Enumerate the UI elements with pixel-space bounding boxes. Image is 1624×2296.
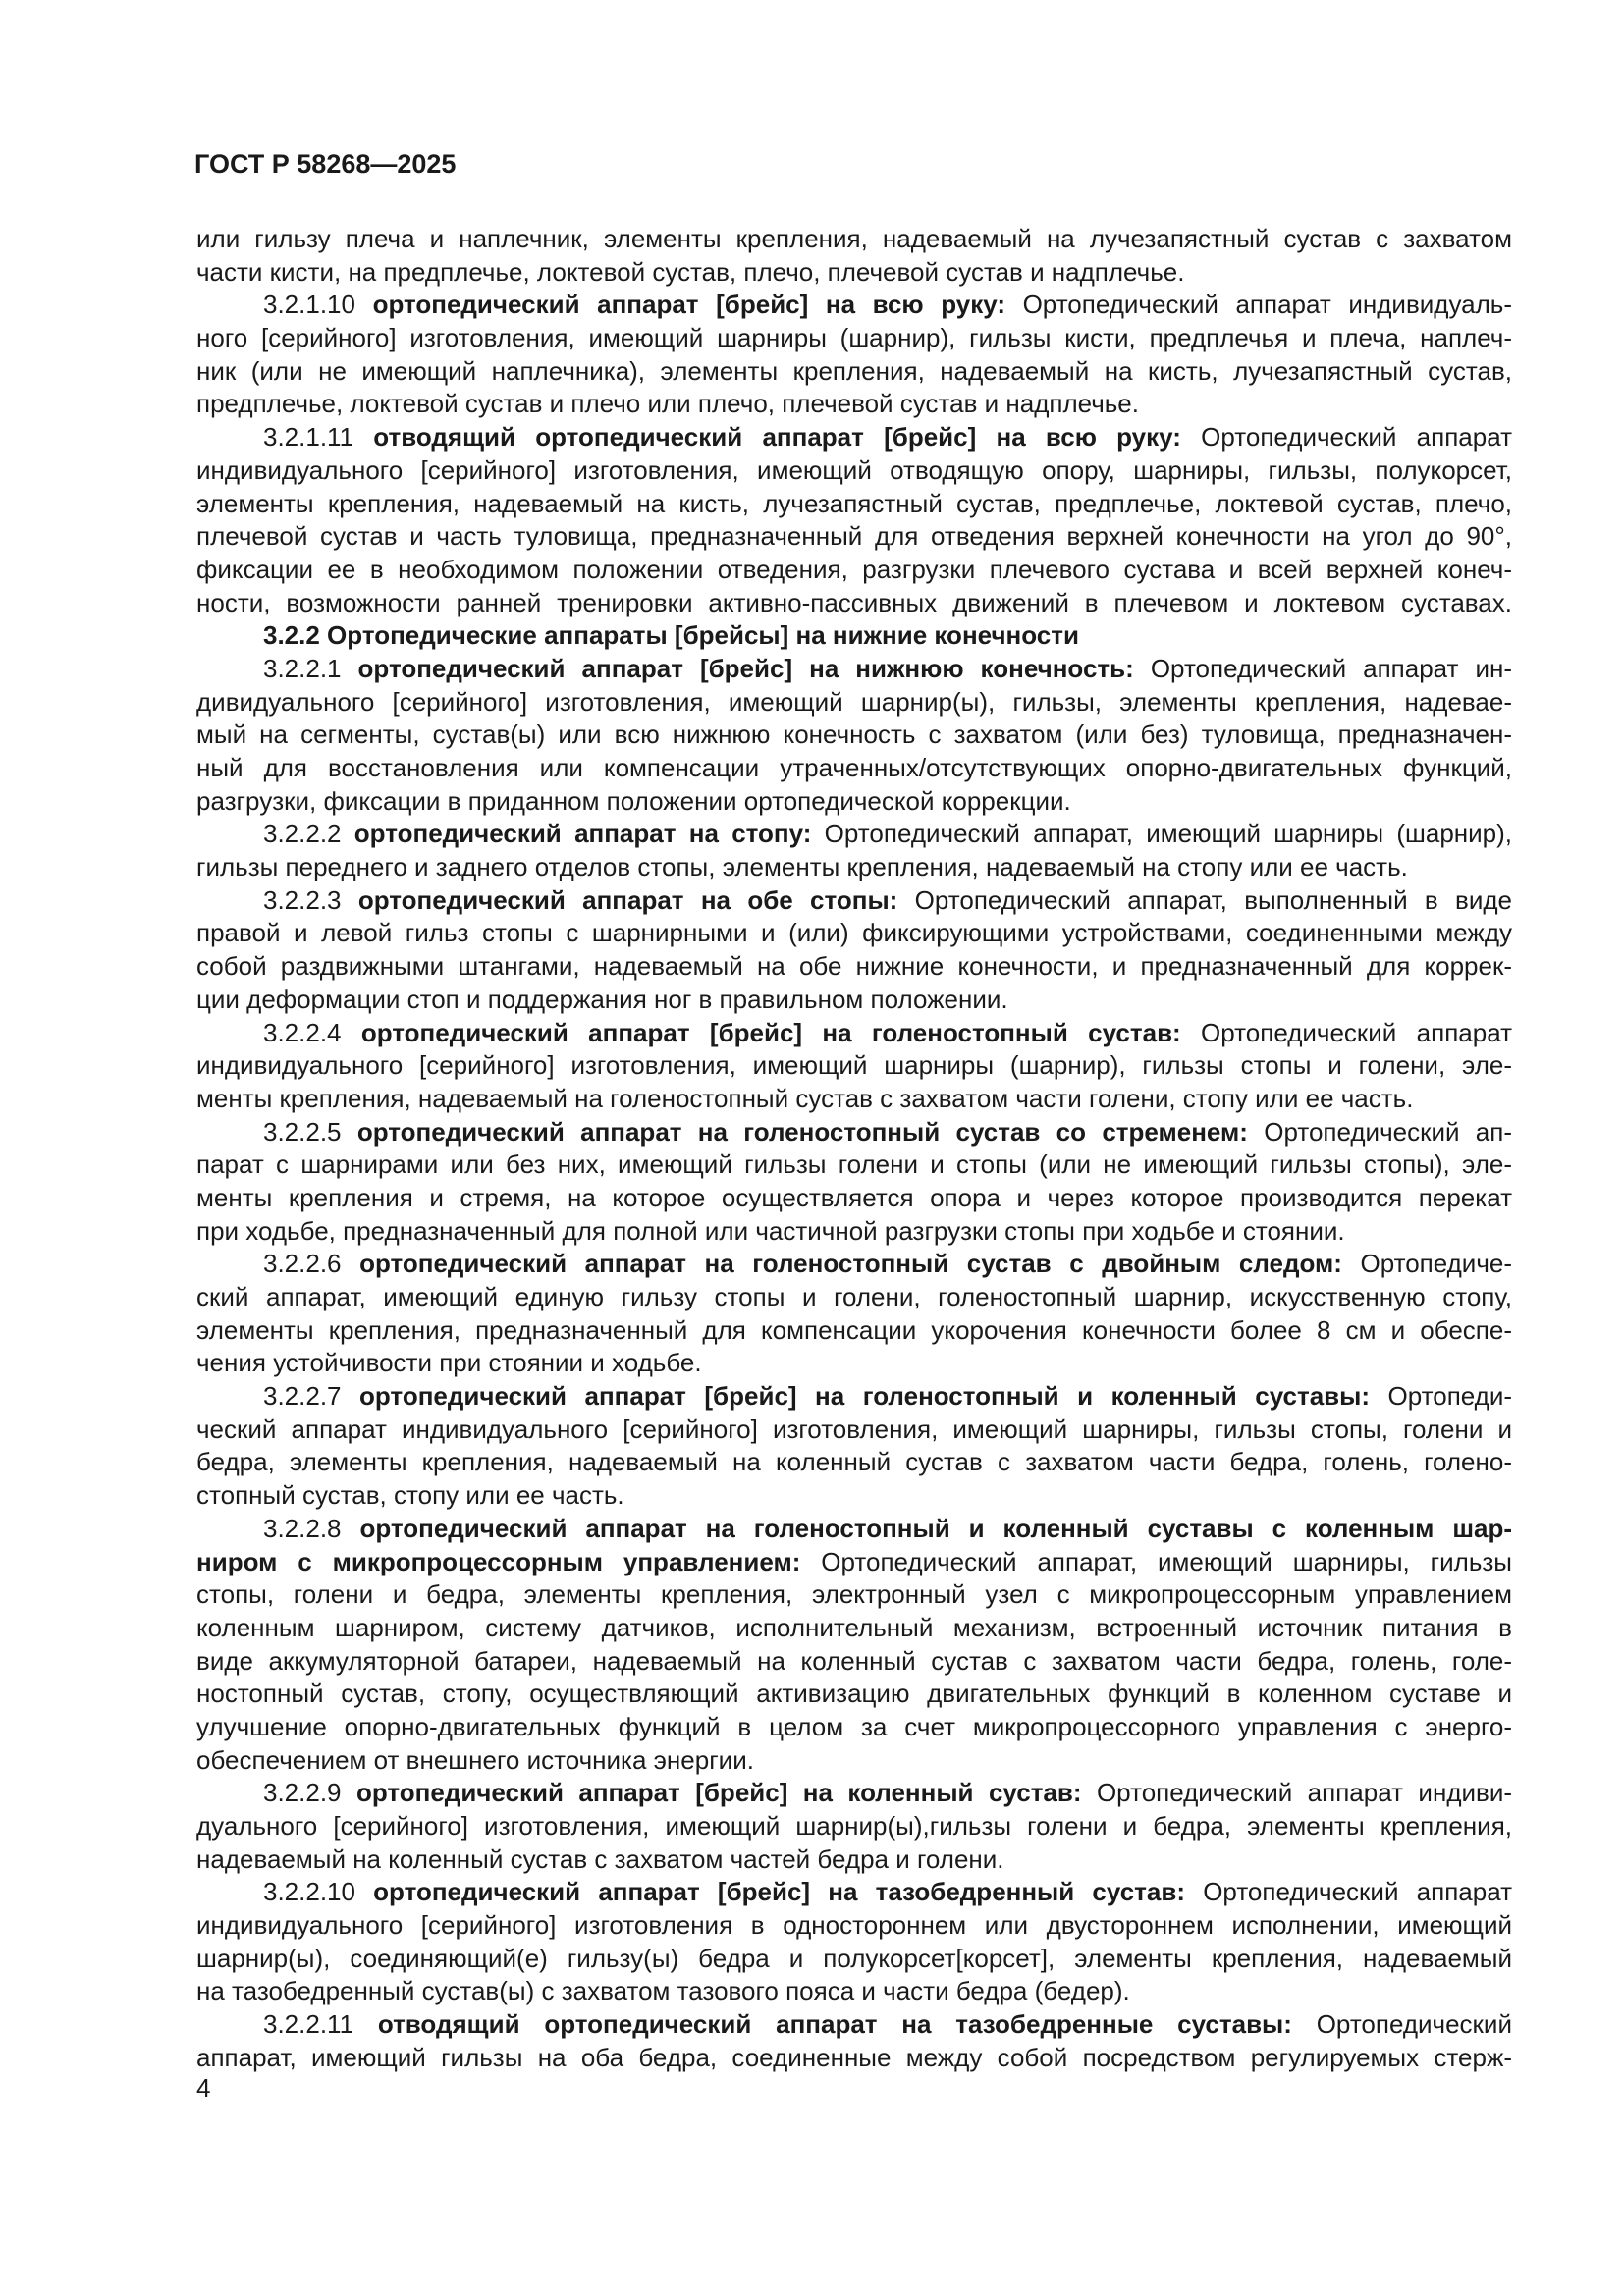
- clause-number: 3.2.2.7: [263, 1381, 360, 1412]
- line-text: дивидуального [серийного] изготовления, имеющий шарнир(ы), гильзы, элементы крепления, надевае-: [196, 686, 1512, 717]
- text-line: [196, 1943, 1512, 1976]
- clause-number: 3.2.2.10: [263, 1877, 374, 1907]
- text-line: [196, 587, 1512, 620]
- term-heading: ниром с микропроцессорным управлением:: [196, 1546, 801, 1576]
- term-heading: ортопедический аппарат [брейс] на голеностопный сустав:: [360, 1017, 1181, 1047]
- line-text: улучшение опорно-двигательных функций в целом за счет микропроцессорного управления с энерго-: [196, 1711, 1512, 1741]
- line-text: ностопный сустав, стопу, осуществляющий активизацию двигательных функций в коленном суставе и: [196, 1679, 1512, 1709]
- line-text: стопы, голени и бедра, элементы крепления, электронный узел с микропроцессорным управлением: [196, 1579, 1512, 1610]
- clause-number: 3.2.2.9: [263, 1778, 356, 1808]
- clause-number: 3.2.2.3: [263, 884, 358, 915]
- term-heading: отводящий ортопедический аппарат [брейс] на всю руку:: [373, 422, 1181, 453]
- text-line: [196, 653, 1512, 686]
- text-line: [196, 719, 1512, 752]
- line-text: Ортопедический аппарат, выполненный в виде: [897, 884, 1512, 915]
- text-line: [196, 1678, 1512, 1711]
- text-line: [196, 1645, 1512, 1679]
- text-line: [196, 1479, 1512, 1513]
- term-heading: отводящий ортопедический аппарат на тазобедренные суставы:: [377, 2009, 1292, 2040]
- text-line: [196, 1909, 1512, 1943]
- line-text: правой и левой гильз стопы с шарнирными и (или) фиксирующими устройствами, соединенными между: [196, 918, 1512, 948]
- text-line: [196, 488, 1512, 521]
- text-line: [196, 2008, 1512, 2042]
- term-heading: ортопедический аппарат на обе стопы:: [357, 884, 898, 915]
- line-text: шарнир(ы), соединяющий(е) гильзу(ы) бедра и полукорсет[корсет], элементы крепления, надеваемый: [196, 1943, 1512, 1973]
- line-text: Ортопедический ап-: [1247, 1116, 1512, 1147]
- line-text: ник (или не имеющий наплечника), элементы крепления, надеваемый на кисть, лучезапястный сустав,: [196, 355, 1512, 386]
- line-text: стопный сустав, стопу или ее часть.: [196, 1480, 624, 1511]
- line-text: аппарат, имеющий гильзы на оба бедра, соединенные между собой посредством регулируемых стерж-: [196, 2042, 1512, 2072]
- text-line: [196, 884, 1512, 918]
- text-line: [196, 355, 1512, 389]
- line-text: Ортопедиче-: [1341, 1249, 1512, 1279]
- text-line: [196, 289, 1512, 322]
- text-line: [196, 1281, 1512, 1314]
- text-line: [196, 2042, 1512, 2075]
- line-text: Ортопедический аппарат, имеющий шарниры (шарнир),: [811, 819, 1513, 849]
- text-line: [196, 851, 1512, 884]
- text-line: [196, 1182, 1512, 1215]
- text-line: [196, 421, 1512, 454]
- line-text: менты крепления и стремя, на которое осуществляется опора и через которое производится перекат: [196, 1182, 1512, 1212]
- line-text: Ортопедический аппарат: [1180, 422, 1512, 453]
- text-line: [196, 1513, 1512, 1546]
- text-line: [196, 1347, 1512, 1380]
- line-text: Ортопедический аппарат, имеющий шарниры, гильзы: [800, 1546, 1512, 1576]
- line-text: Ортопедический аппарат ин-: [1133, 653, 1513, 683]
- text-line: [196, 1546, 1512, 1579]
- text-line: [196, 1017, 1512, 1050]
- line-text: обеспечением от внешнего источника энергии.: [196, 1744, 754, 1775]
- line-text: менты крепления, надеваемый на голеностопный сустав с захватом части голени, стопу или ее часть.: [196, 1083, 1414, 1113]
- clause-number: 3.2.2.5: [263, 1116, 357, 1147]
- clause-number: 3.2.2.11: [263, 2009, 378, 2040]
- line-text: индивидуального [серийного] изготовления, имеющий отводящую опору, шарниры, гильзы, полукорсет,: [196, 454, 1512, 485]
- line-text: собой раздвижными штангами, надеваемый на обе нижние конечности, и предназначенный для коррек-: [196, 951, 1512, 982]
- text-line: [196, 1083, 1512, 1116]
- line-text: мый на сегменты, сустав(ы) или всю нижнюю конечность с захватом (или без) туловища, предназначен-: [196, 720, 1512, 750]
- line-text: виде аккумуляторной батареи, надеваемый на коленный сустав с захватом части бедра, голень, голе-: [196, 1645, 1512, 1676]
- text-line: [196, 1843, 1512, 1877]
- line-text: Ортопедический: [1291, 2009, 1512, 2040]
- line-text: бедра, элементы крепления, надеваемый на коленный сустав с захватом части бедра, голень, голено-: [196, 1447, 1512, 1477]
- text-line: [196, 785, 1512, 819]
- text-line: [196, 1578, 1512, 1612]
- text-line: [196, 950, 1512, 984]
- text-line: [196, 1116, 1512, 1149]
- term-heading: ортопедический аппарат на голеностопный сустав со стременем:: [356, 1116, 1248, 1147]
- term-heading: 3.2.2 Ортопедические аппараты [брейсы] на нижние конечности: [263, 620, 1079, 651]
- text-line: [196, 1744, 1512, 1778]
- line-text: ный для восстановления или компенсации утраченных/отсутствующих опорно-двигательных функций,: [196, 753, 1512, 782]
- line-text: элементы крепления, предназначенный для компенсации укорочения конечности более 8 см и обеспе-: [196, 1314, 1512, 1345]
- text-line: [196, 1248, 1512, 1281]
- text-line: [196, 454, 1512, 488]
- text-line: [196, 1446, 1512, 1479]
- line-text: на тазобедренный сустав(ы) с захватом тазового пояса и части бедра (бедер).: [196, 1976, 1130, 2006]
- clause-number: 3.2.2.1: [263, 653, 358, 683]
- line-text: элементы крепления, надеваемый на кисть, лучезапястный сустав, предплечье, локтевой сустав, плечо,: [196, 488, 1512, 518]
- text-line: [196, 1414, 1512, 1447]
- line-text: ции деформации стоп и поддержания ног в правильном положении.: [196, 984, 1008, 1014]
- clause-number: 3.2.1.11: [263, 422, 374, 453]
- line-text: Ортопедический аппарат индивидуаль-: [1005, 290, 1512, 320]
- text-line: [196, 1148, 1512, 1182]
- line-text: ности, возможности ранней тренировки активно-пассивных движений в плечевом и локтевом суставах.: [196, 587, 1512, 617]
- line-text: ский аппарат, имеющий единую гильзу стопы и голени, голеностопный шарнир, искусственную стопу,: [196, 1282, 1512, 1311]
- clause-number: 3.2.1.10: [263, 290, 373, 320]
- text-line: [196, 1810, 1512, 1843]
- line-text: Ортопедический аппарат индиви-: [1081, 1778, 1513, 1808]
- line-text: чения устойчивости при стоянии и ходьбе.: [196, 1348, 702, 1378]
- line-text: Ортопедический аппарат: [1185, 1877, 1512, 1907]
- text-line: [196, 1380, 1512, 1414]
- text-line: [196, 984, 1512, 1017]
- line-text: фиксации ее в необходимом положении отведения, разгрузки плечевого сустава и всей верхней конеч-: [196, 554, 1512, 584]
- line-text: Ортопедический аппарат: [1180, 1017, 1512, 1047]
- page-number: 4: [196, 2073, 211, 2103]
- line-text: части кисти, на предплечье, локтевой сустав, плечо, плечевой сустав и надплечье.: [196, 256, 1185, 287]
- line-text: ческий аппарат индивидуального [серийного] изготовления, имеющий шарниры, гильзы стопы, голени и: [196, 1414, 1512, 1444]
- line-text: ного [серийного] изготовления, имеющий шарниры (шарнир), гильзы кисти, предплечья и плеча, наплеч-: [196, 323, 1512, 353]
- term-heading: ортопедический аппарат на стопу:: [353, 819, 812, 849]
- line-text: или гильзу плеча и наплечник, элементы крепления, надеваемый на лучезапястный сустав с захватом: [196, 224, 1512, 253]
- text-line: [196, 223, 1512, 256]
- line-text: Ортопеди-: [1370, 1381, 1513, 1412]
- text-line: [196, 388, 1512, 421]
- text-line: [196, 520, 1512, 554]
- line-text: при ходьбе, предназначенный для полной или частичной разгрузки стопы при ходьбе и стоянии.: [196, 1215, 1345, 1246]
- text-line: [196, 686, 1512, 720]
- term-heading: ортопедический аппарат [брейс] на нижнюю конечность:: [357, 653, 1134, 683]
- term-heading: ортопедический аппарат [брейс] на всю руку:: [372, 290, 1005, 320]
- term-heading: ортопедический аппарат на голеностопный сустав с двойным следом:: [359, 1249, 1342, 1279]
- line-text: индивидуального [серийного] изготовления в одностороннем или двустороннем исполнении, имеющий: [196, 1910, 1512, 1941]
- text-line: [196, 1612, 1512, 1645]
- line-text: коленным шарниром, систему датчиков, исполнительный механизм, встроенный источник питания в: [196, 1612, 1512, 1642]
- term-heading: ортопедический аппарат [брейс] на коленный сустав:: [355, 1778, 1082, 1808]
- term-heading: ортопедический аппарат [брейс] на голеностопный и коленный суставы:: [359, 1381, 1371, 1412]
- text-line: [196, 752, 1512, 785]
- clause-number: 3.2.2.4: [263, 1017, 361, 1047]
- term-heading: ортопедический аппарат на голеностопный и коленный суставы с коленным шар-: [359, 1513, 1512, 1543]
- line-text: плечевой сустав и часть туловища, предназначенный для отведения верхней конечности на угол до 90°,: [196, 521, 1512, 552]
- line-text: индивидуального [серийного] изготовления, имеющий шарниры (шарнир), гильзы стопы и голени, эле-: [196, 1050, 1512, 1081]
- clause-number: 3.2.2.6: [263, 1249, 360, 1279]
- line-text: дуального [серийного] изготовления, имеющий шарнир(ы),гильзы голени и бедра, элементы крепления,: [196, 1811, 1512, 1841]
- line-text: надеваемый на коленный сустав с захватом частей бедра и голени.: [196, 1843, 1004, 1874]
- document-header: ГОСТ Р 58268—2025: [194, 149, 457, 179]
- text-line: [196, 1711, 1512, 1744]
- clause-number: 3.2.2.8: [263, 1513, 360, 1543]
- text-line: [196, 256, 1512, 290]
- line-text: парат с шарнирами или без них, имеющий гильзы голени и стопы (или не имеющий гильзы стопы), эле-: [196, 1149, 1512, 1180]
- text-line: [196, 1215, 1512, 1249]
- line-text: предплечье, локтевой сустав и плечо или плечо, плечевой сустав и надплечье.: [196, 389, 1139, 419]
- text-line: [196, 554, 1512, 587]
- line-text: разгрузки, фиксации в приданном положении ортопедической коррекции.: [196, 785, 1071, 816]
- text-line: [196, 322, 1512, 355]
- line-text: гильзы переднего и заднего отделов стопы, элементы крепления, надеваемый на стопу или ее часть.: [196, 852, 1408, 882]
- text-line: [196, 1049, 1512, 1083]
- text-line: [196, 1975, 1512, 2008]
- text-line: [196, 619, 1512, 653]
- clause-number: 3.2.2.2: [263, 819, 354, 849]
- text-line: [196, 1314, 1512, 1348]
- text-line: [196, 1876, 1512, 1909]
- text-line: [196, 818, 1512, 851]
- text-line: [196, 917, 1512, 950]
- document-body: [196, 223, 1512, 2075]
- text-line: [196, 1777, 1512, 1810]
- term-heading: ортопедический аппарат [брейс] на тазобедренный сустав:: [373, 1877, 1186, 1907]
